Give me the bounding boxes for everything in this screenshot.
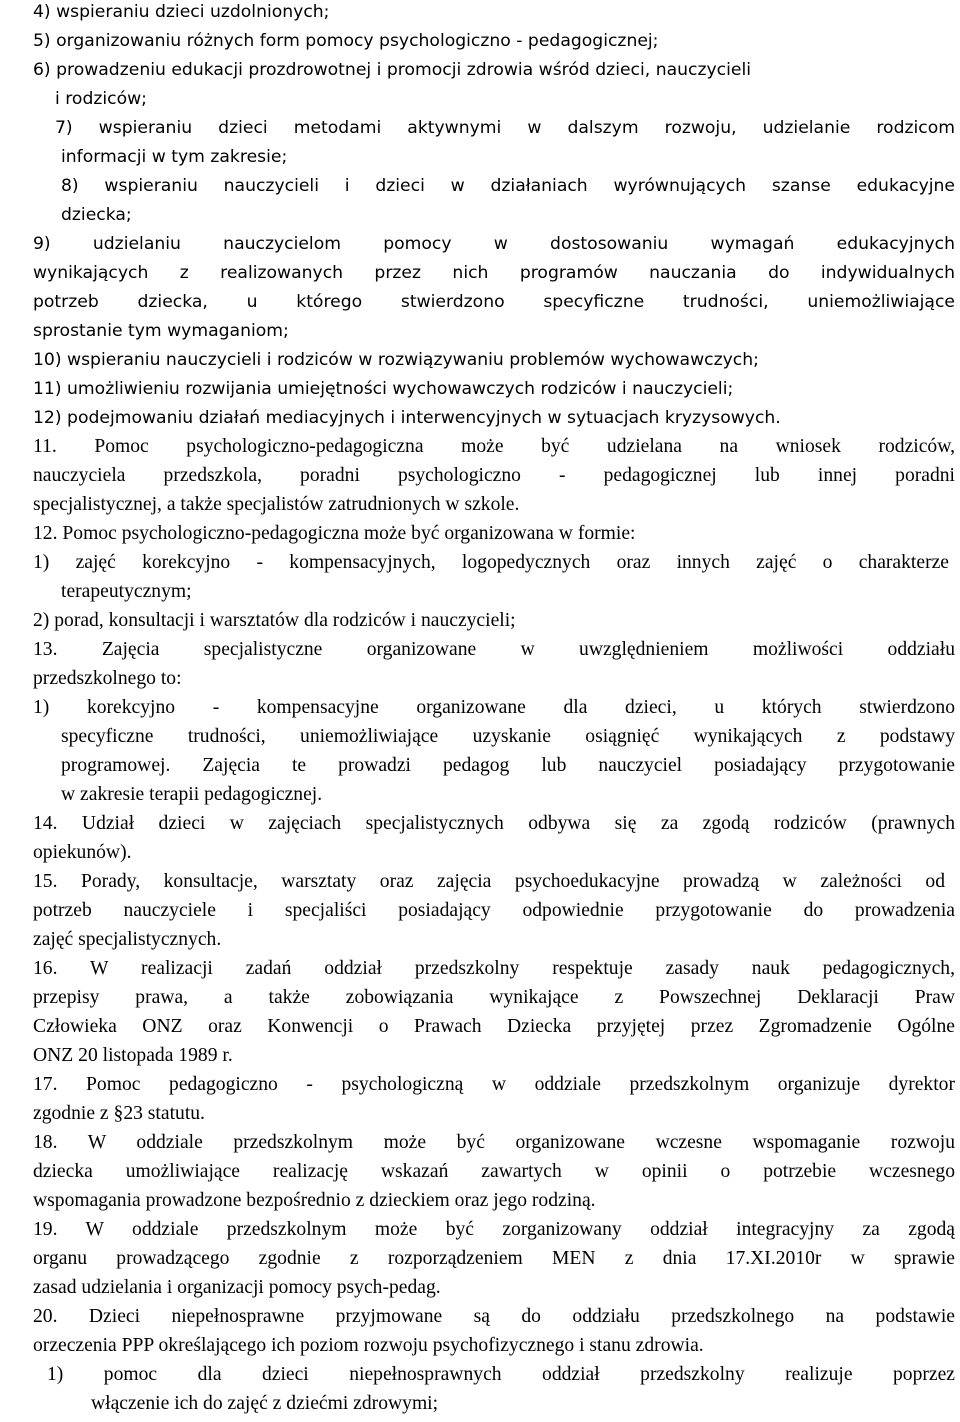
list-item-10: 10) wspieraniu nauczycieli i rodziców w rozwiązywaniu problemów wychowawczych; bbox=[33, 350, 759, 370]
list-item-8: 8) wspieraniu nauczycieli i dzieci w działaniach wyrównujących szanse edukacyjne bbox=[61, 176, 955, 196]
paragraph-19-cont: organu prowadzącego zgodnie z rozporządzeniem MEN z dnia 17.XI.2010r w sprawie bbox=[33, 1248, 955, 1269]
paragraph-13-cont: przedszkolnego to: bbox=[33, 668, 182, 689]
list-item-9-cont: wynikających z realizowanych przez nich programów nauczania do indywidualnych bbox=[33, 263, 955, 283]
list-item-6: 6) prowadzeniu edukacji prozdrowotnej i promocji zdrowia wśród dzieci, nauczycieli bbox=[33, 60, 752, 80]
paragraph-19-cont: zasad udzielania i organizacji pomocy psych-pedag. bbox=[33, 1277, 441, 1298]
paragraph-20: 20. Dzieci niepełnosprawne przyjmowane są do oddziału przedszkolnego na podstawie bbox=[33, 1306, 955, 1327]
paragraph-16-cont: Człowieka ONZ oraz Konwencji o Prawach Dziecka przyjętej przez Zgromadzenie Ogólne bbox=[33, 1016, 955, 1037]
list-item-9: 9) udzielaniu nauczycielom pomocy w dostosowaniu wymagań edukacyjnych bbox=[33, 234, 955, 254]
list-item-7: 7) wspieraniu dzieci metodami aktywnymi w dalszym rozwoju, udzielanie rodzicom bbox=[55, 118, 955, 138]
list-item-4: 4) wspieraniu dzieci uzdolnionych; bbox=[33, 2, 330, 22]
paragraph-16: 16. W realizacji zadań oddział przedszkolny respektuje zasady nauk pedagogicznych, bbox=[33, 958, 955, 979]
paragraph-16-cont: ONZ 20 listopada 1989 r. bbox=[33, 1045, 233, 1066]
paragraph-20-cont: orzeczenia PPP określającego ich poziom rozwoju psychofizycznego i stanu zdrowia. bbox=[33, 1335, 704, 1356]
paragraph-14-cont: opiekunów). bbox=[33, 842, 132, 863]
paragraph-18-cont: dziecka umożliwiające realizację wskazań zawartych w opinii o potrzebie wczesnego bbox=[33, 1161, 955, 1182]
paragraph-20-item-1-cont: włączenie ich do zajęć z dziećmi zdrowymi; bbox=[91, 1393, 439, 1414]
list-item-8-cont: dziecka; bbox=[61, 205, 132, 225]
paragraph-16-cont: przepisy prawa, a także zobowiązania wynikające z Powszechnej Deklaracji Praw bbox=[33, 987, 955, 1008]
paragraph-11-cont: specjalistycznej, a także specjalistów zatrudnionych w szkole. bbox=[33, 494, 520, 515]
list-item-12: 12) podejmowaniu działań mediacyjnych i interwencyjnych w sytuacjach kryzysowych. bbox=[33, 408, 781, 428]
paragraph-14: 14. Udział dzieci w zajęciach specjalistycznych odbywa się za zgodą rodziców (prawnych bbox=[33, 813, 955, 834]
paragraph-11: 11. Pomoc psychologiczno-pedagogiczna może być udzielana na wniosek rodziców, bbox=[33, 436, 955, 457]
list-item-6-cont: i rodziców; bbox=[55, 89, 147, 109]
list-item-11: 11) umożliwieniu rozwijania umiejętności wychowawczych rodziców i nauczycieli; bbox=[33, 379, 734, 399]
paragraph-13: 13. Zajęcia specjalistyczne organizowane w uwzględnieniem możliwości oddziału bbox=[33, 639, 955, 660]
list-item-9-cont: sprostanie tym wymaganiom; bbox=[33, 321, 289, 341]
paragraph-12-item-2: 2) porad, konsultacji i warsztatów dla rodziców i nauczycieli; bbox=[33, 610, 516, 631]
paragraph-19: 19. W oddziale przedszkolnym może być zorganizowany oddział integracyjny za zgodą bbox=[33, 1219, 955, 1240]
list-item-7-cont: informacji w tym zakresie; bbox=[61, 147, 288, 167]
paragraph-12: 12. Pomoc psychologiczno-pedagogiczna może być organizowana w formie: bbox=[33, 523, 636, 544]
paragraph-18: 18. W oddziale przedszkolnym może być organizowane wczesne wspomaganie rozwoju bbox=[33, 1132, 955, 1153]
paragraph-11-cont: nauczyciela przedszkola, poradni psychologiczno - pedagogicznej lub innej poradni bbox=[33, 465, 955, 486]
paragraph-17: 17. Pomoc pedagogiczno - psychologiczną w oddziale przedszkolnym organizuje dyrektor bbox=[33, 1074, 955, 1095]
paragraph-12-item-1: 1) zajęć korekcyjno - kompensacyjnych, logopedycznych oraz innych zajęć o charakterze bbox=[33, 552, 949, 573]
paragraph-15-cont: zajęć specjalistycznych. bbox=[33, 929, 222, 950]
paragraph-13-item-1-cont: programowej. Zajęcia te prowadzi pedagog lub nauczyciel posiadający przygotowanie bbox=[61, 755, 955, 776]
paragraph-13-item-1: 1) korekcyjno - kompensacyjne organizowane dla dzieci, u których stwierdzono bbox=[33, 697, 955, 718]
list-item-9-cont: potrzeb dziecka, u którego stwierdzono specyficzne trudności, uniemożliwiające bbox=[33, 292, 955, 312]
list-item-5: 5) organizowaniu różnych form pomocy psychologiczno - pedagogicznej; bbox=[33, 31, 659, 51]
paragraph-15-cont: potrzeb nauczyciele i specjaliści posiadający odpowiednie przygotowanie do prowadzenia bbox=[33, 900, 955, 921]
paragraph-15: 15. Porady, konsultacje, warsztaty oraz zajęcia psychoedukacyjne prowadzą w zależności od bbox=[33, 871, 945, 892]
paragraph-13-item-1-cont: specyficzne trudności, uniemożliwiające uzyskanie osiągnięć wynikających z podstawy bbox=[61, 726, 955, 747]
paragraph-18-cont: wspomagania prowadzone bezpośrednio z dzieckiem oraz jego rodziną. bbox=[33, 1190, 596, 1211]
paragraph-17-cont: zgodnie z §23 statutu. bbox=[33, 1103, 205, 1124]
paragraph-20-item-1: 1) pomoc dla dzieci niepełnosprawnych oddział przedszkolny realizuje poprzez bbox=[47, 1364, 955, 1385]
paragraph-12-item-1-cont: terapeutycznym; bbox=[61, 581, 192, 602]
paragraph-13-item-1-cont: w zakresie terapii pedagogicznej. bbox=[61, 784, 323, 805]
